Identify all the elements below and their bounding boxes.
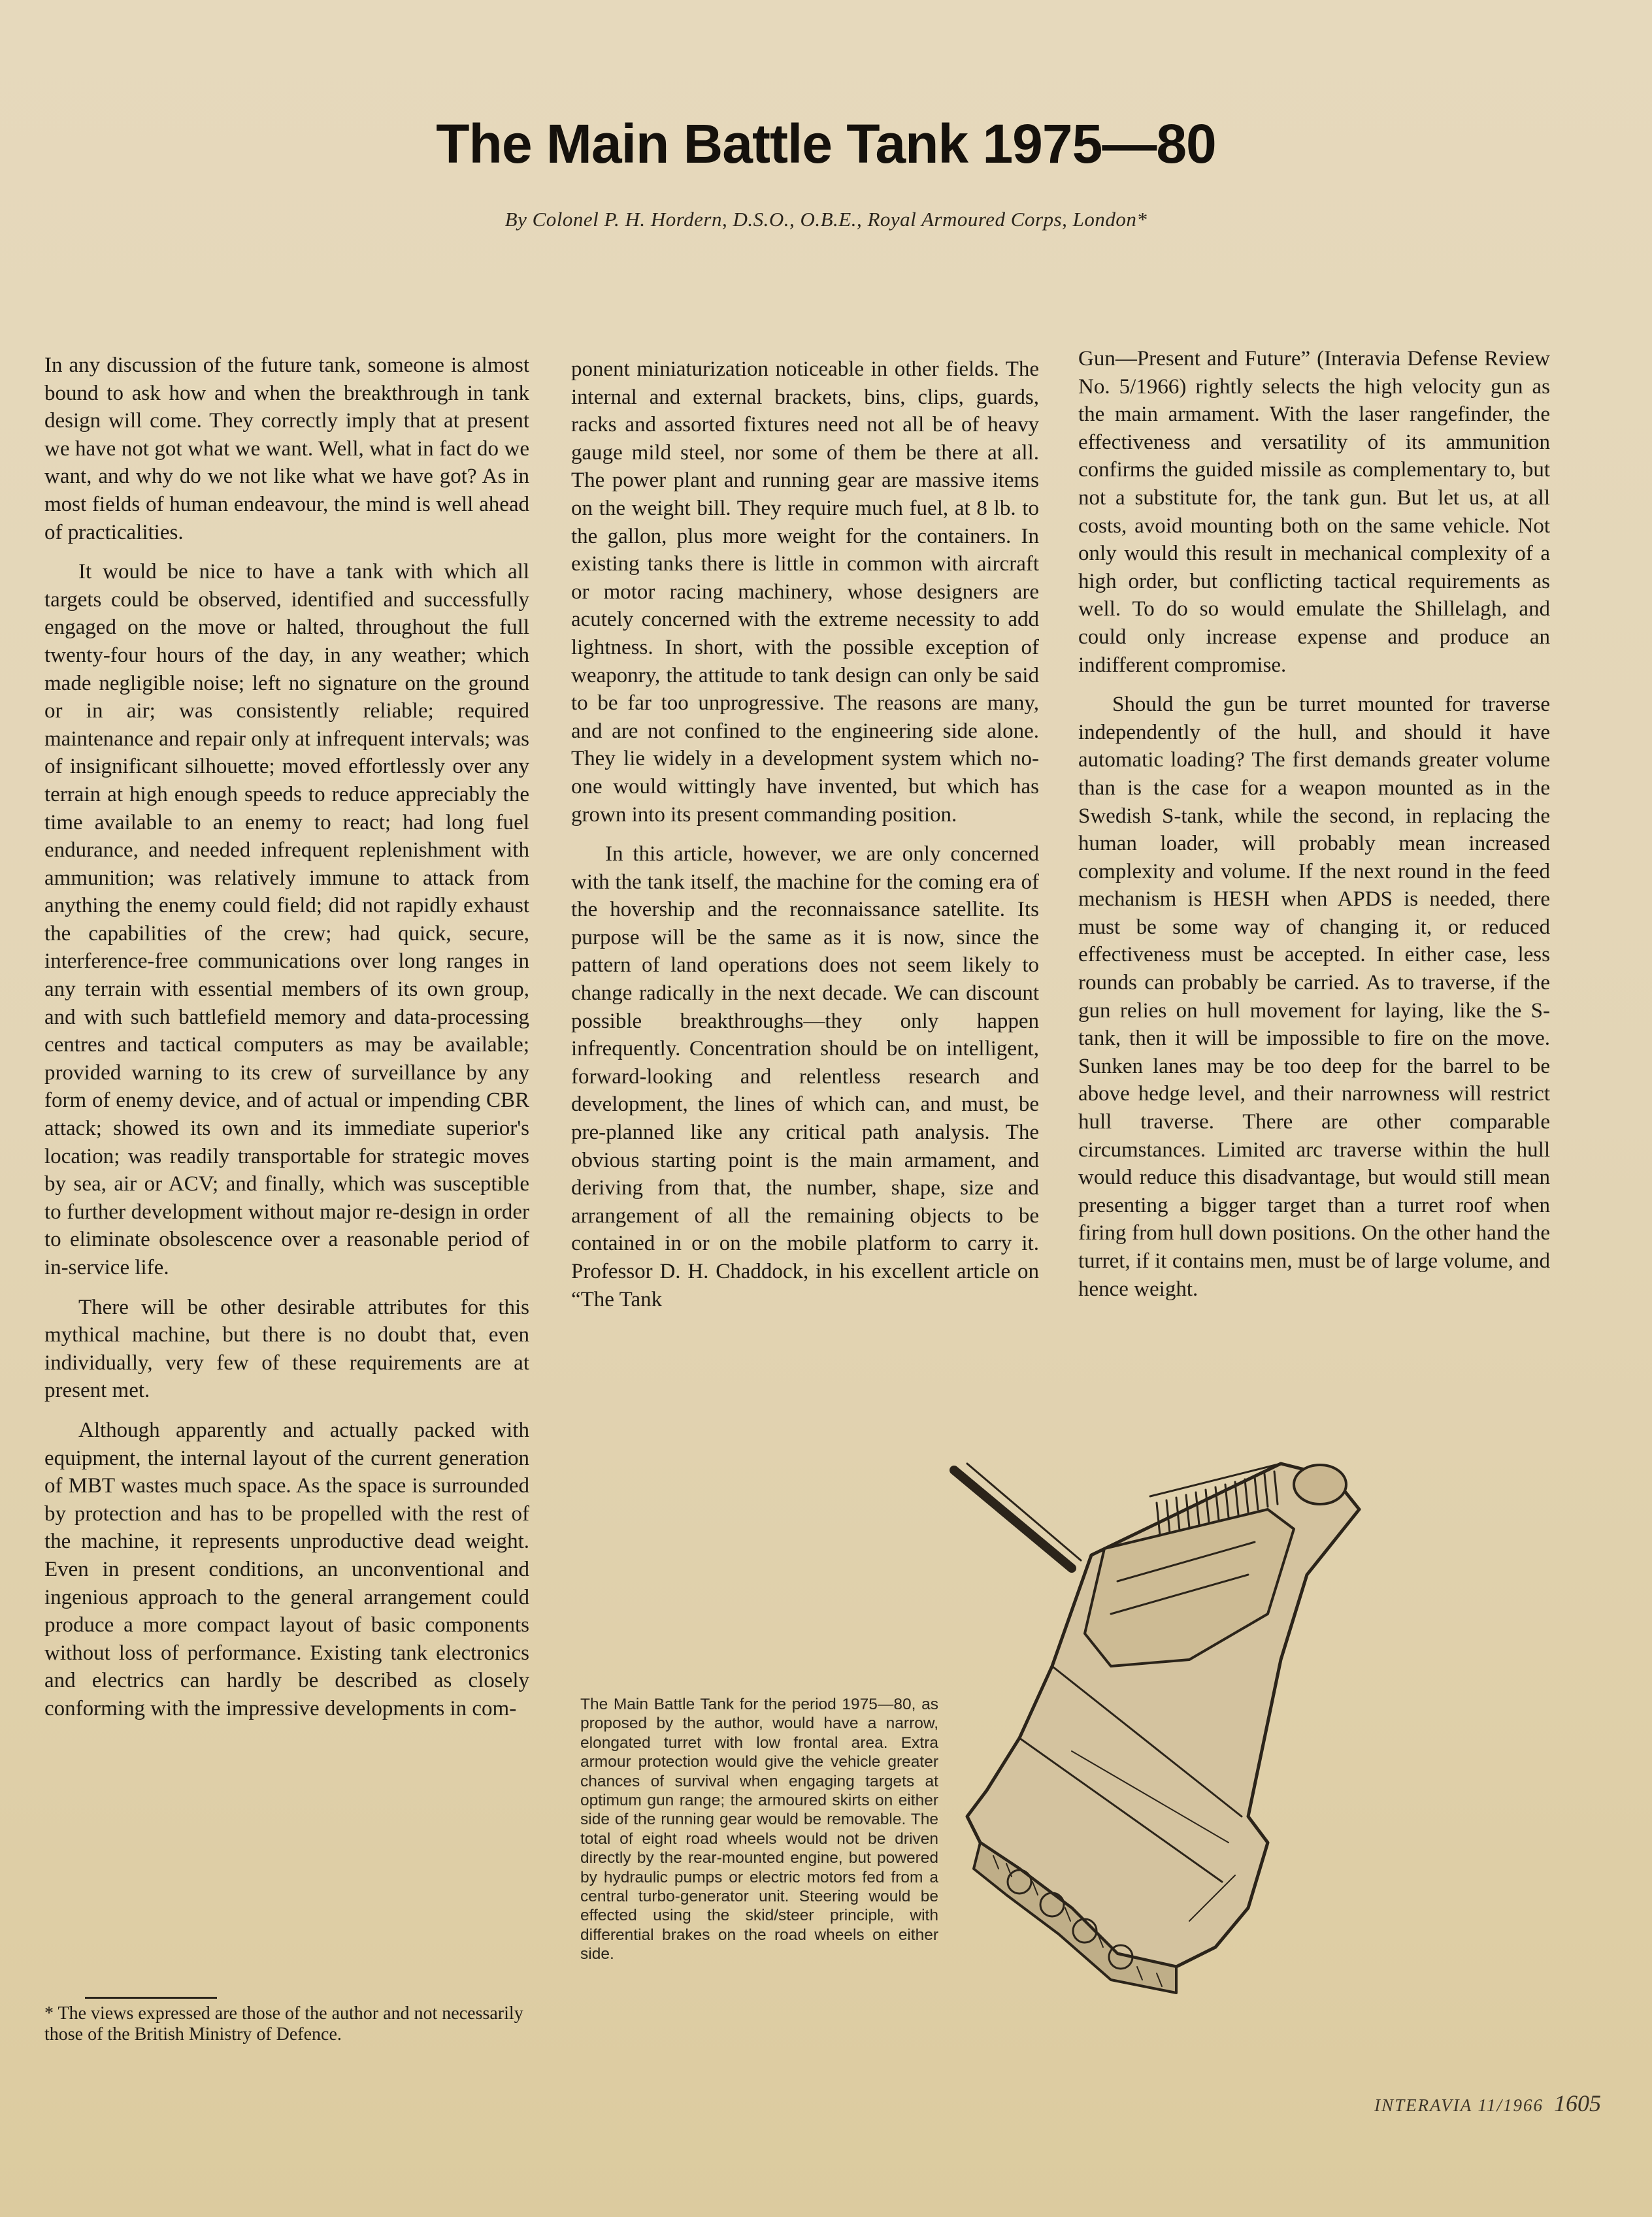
figure-caption: The Main Battle Tank for the period 1975—80, as proposed by the author, would have a narrow, elongated turret with low frontal area. Extra armour protection would give the vehicle greater chances of survival when engaging targets at optimum gun range; the armoured skirts on either side of the running gear would be removable. The total of eight road wheels would not be driven directly by the rear-mounted engine, but powered by hydraulic pumps or electric motors fed from a central turbo-generator unit. Steering would be effected using the skid/steer principle, with differential brakes on the road wheels on either side. bbox=[580, 1696, 938, 1963]
footnote: * The views expressed are those of the author and not necessarily those of the British Ministry of Defence. bbox=[44, 2003, 523, 2045]
article-byline: By Colonel P. H. Hordern, D.S.O., O.B.E., Royal Armoured Corps, London* bbox=[504, 208, 1148, 231]
tank-illustration bbox=[941, 1451, 1621, 2091]
paragraph: Gun—Present and Future” (Interavia Defense Review No. 5/1966) rightly selects the high velocity gun as the main armament. With the laser rangefinder, the effectiveness and versatility of its ammunition confirms the guided missile as complementary to, but not a substitute for, the tank gun. But let us, at all costs, avoid mounting both on the same vehicle. Not only would this result in mechanical complexity of a high order, but conflicting tactical requirements as well. To do so would emulate the Shillelagh, and could only increase expense and produce an indifferent compromise. bbox=[1078, 347, 1550, 677]
article-title: The Main Battle Tank 1975—80 bbox=[436, 113, 1216, 174]
paragraph: ponent miniaturization noticeable in other fields. The internal and external brackets, bins, clips, guards, racks and assorted fixtures need not all be of heavy gauge mild steel, nor some of them be there at all. The power plant and running gear are massive items on the weight bill. They require much fuel, at 8 lb. to the gallon, plus more weight for the containers. In existing tanks there is little in common with aircraft or motor racing machinery, whose designers are acutely concerned with the extreme necessity to add lightness. In short, with the possible exception of weaponry, the attitude to tank design can only be said to be far too unprogressive. The reasons are many, and are not confined to the engineering side alone. They lie widely in a development system which no-one would wittingly have invented, but which has grown into its present commanding position. bbox=[571, 357, 1039, 827]
paragraph: In any discussion of the future tank, someone is almost bound to ask how and when the breakthrough in tank design will come. They correctly imply that at present we have not got what we want. Well, what in fact do we want, and why do we not like what we have got? As in most fields of human endeavour, the mind is well ahead of practicalities. bbox=[44, 353, 529, 544]
paragraph: Should the gun be turret mounted for traverse independently of the hull, and should it have automatic loading? The first demands greater volume than is the case for a weapon mounted as in the Swedish S-tank, while the second, in replacing the human loader, will probably mean increased complexity and volume. If the next round in the feed mechanism is HESH when APDS is needed, there must be some way of changing it, or reduced effectiveness must be accepted. In either case, less rounds can probably be carried. As to traverse, if the gun relies on hull movement for laying, like the S-tank, then it will be impossible to fire on the move. Sunken lanes may be too deep for the barrel to be above hedge level, and their narrowness will restrict hull traverse. There are other comparable circumstances. Limited arc traverse within the hull would reduce this disadvantage, but would still mean presenting a bigger target than a turret roof when firing from hull down positions. On the other hand the turret, if it contains men, must be of large volume, and hence weight. bbox=[1078, 693, 1550, 1301]
paragraph: Although apparently and actually packed with equipment, the internal layout of the current generation of MBT wastes much space. As the space is surrounded by protection and has to be propelled with the rest of the machine, it represents unproductive dead weight. Even in present conditions, an unconventional and ingenious approach to the general arrangement could produce a more compact layout of basic components without loss of performance. Existing tank electronics and electrics can hardly be described as closely conforming with the impressive developments in com- bbox=[44, 1418, 529, 1720]
commander-cupola bbox=[1294, 1465, 1346, 1504]
magazine-issue: INTERAVIA 11/1966 bbox=[1374, 2095, 1544, 2115]
text-column-3 bbox=[1078, 345, 1550, 1315]
gun-barrel bbox=[954, 1470, 1072, 1568]
paragraph: In this article, however, we are only concerned with the tank itself, the machine for the coming era of the hovership and the reconnaissance satellite. Its purpose will be the same as it is now, since the pattern of land operations does not seem likely to change radically in the next decade. We can discount possible breakthroughs—they only happen infrequently. Concentration should be on intelligent, forward-looking and relentless research and development, the lines of which can, and must, be pre-planned like any critical path analysis. The obvious starting point is the main armament, and deriving from that, the number, shape, size and arrangement of all the remaining objects to be contained in or on the mobile platform to carry it. Professor D. H. Chaddock, in his excellent article on “The Tank bbox=[571, 842, 1039, 1311]
footnote-rule bbox=[85, 1997, 217, 1999]
text-column-2 bbox=[571, 355, 1039, 1325]
page-number: 1605 bbox=[1554, 2090, 1601, 2116]
text-column-1 bbox=[44, 352, 529, 1735]
paragraph: There will be other desirable attributes for this mythical machine, but there is no doubt that, even individually, very few of these requirements are at present met. bbox=[44, 1295, 529, 1403]
paragraph: It would be nice to have a tank with which all targets could be observed, identified and successfully engaged on the move or halted, throughout the full twenty-four hours of the day, in any weather; which made negligible noise; left no signature on the ground or in air; was consistently reliable; required maintenance and repair only at infrequent intervals; was of insignificant silhouette; moved effortlessly over any terrain at high enough speeds to reduce appreciably the time available to an enemy to react; had long fuel endurance, and needed infrequent replenishment with ammunition; was relatively immune to attack from anything the enemy could field; did not rapidly exhaust the capabilities of the crew; had quick, secure, interference-free communications over long ranges in any terrain with essential members of its own group, and with such battlefield memory and data-processing centres and tactical computers as may be available; provided warning to its crew of surveillance by any form of enemy device, and of actual or impending CBR attack; showed its own and its immediate superior's location; was readily transportable for strategic moves by sea, air or ACV; and finally, which was susceptible to further development without major re-design in order to eliminate obsolescence over a reasonable period of in-service life. bbox=[44, 560, 529, 1279]
page-footer bbox=[1366, 2090, 1601, 2117]
